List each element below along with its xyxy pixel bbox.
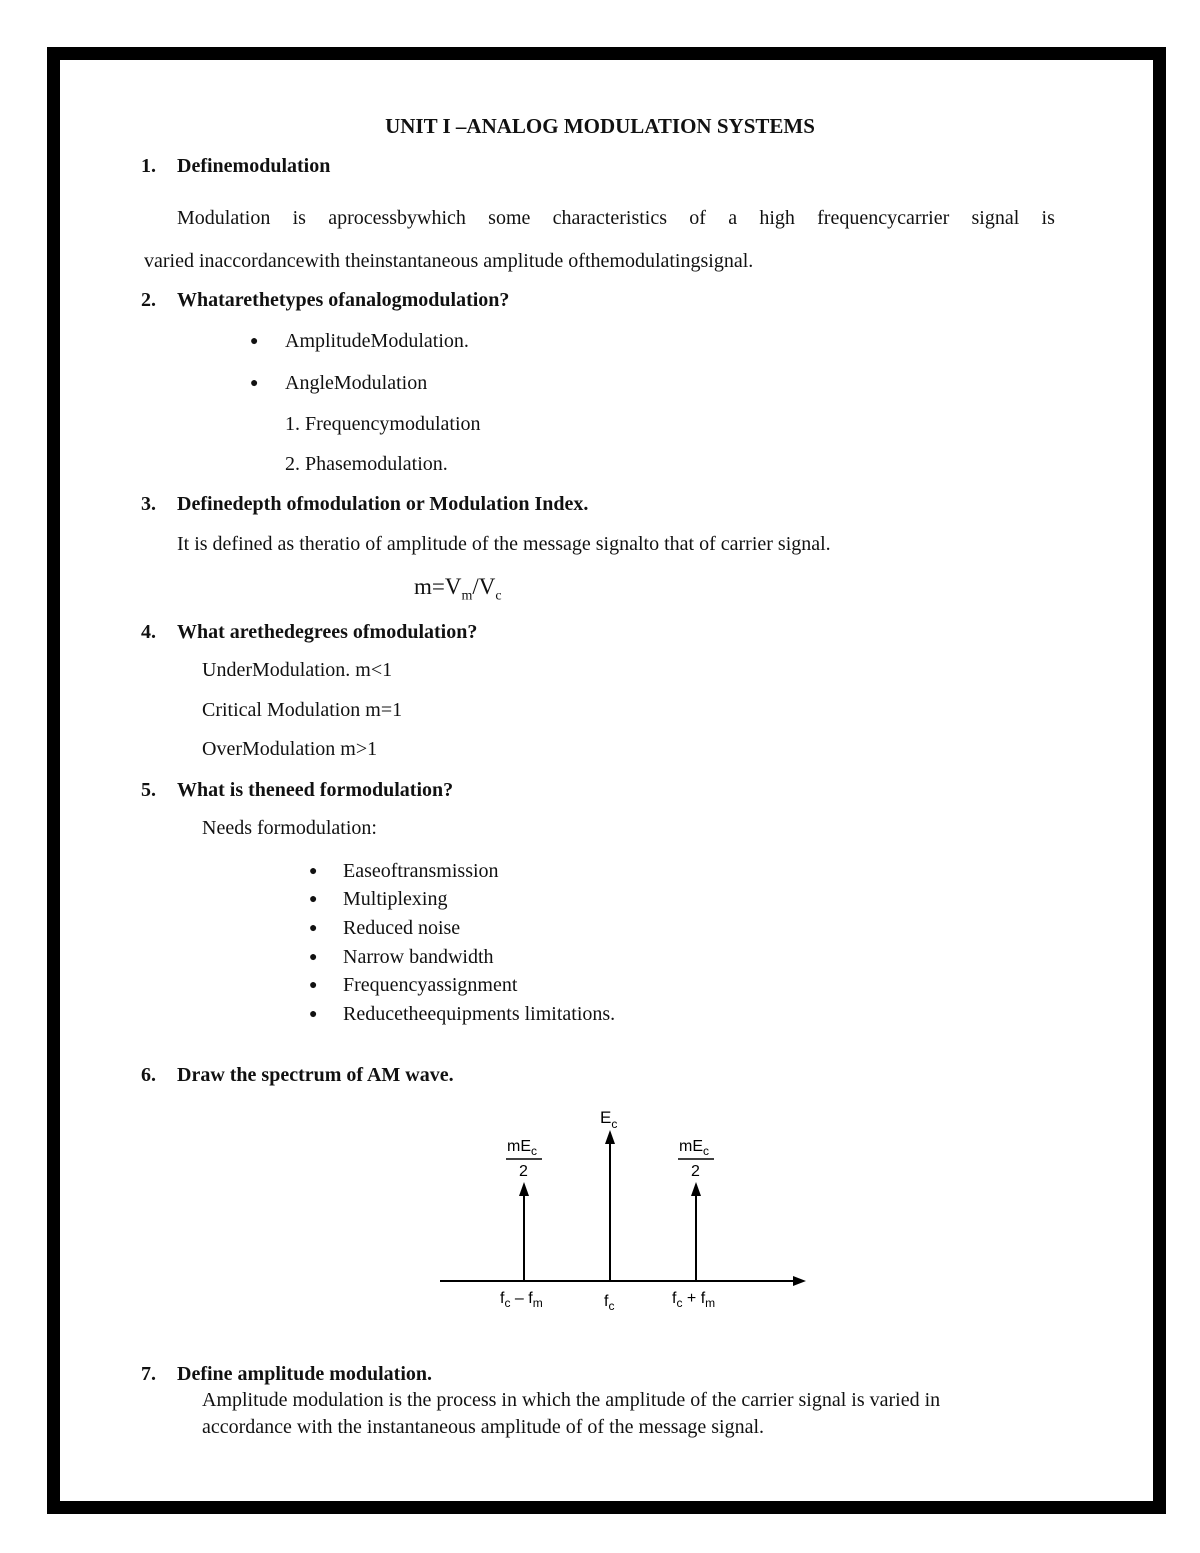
- q5-bullet-6: Reducetheequipments limitations.: [343, 1003, 616, 1025]
- q3-question: Definedepth ofmodulation or Modulation Index.: [177, 493, 589, 515]
- q7-answer-line2: accordance with the instantaneous amplitude of of the message signal.: [202, 1416, 765, 1438]
- q5-number: 5.: [141, 779, 156, 801]
- q5-question: What is theneed formodulation?: [177, 779, 454, 801]
- q4-question: What arethedegrees ofmodulation?: [177, 621, 478, 643]
- q1-answer-word: aprocessbywhich: [328, 207, 466, 229]
- q1-answer-line2: varied inaccordancewith theinstantaneous amplitude ofthemodulatingsignal.: [144, 250, 754, 272]
- q1-question: Definemodulation: [177, 155, 331, 177]
- arrow-up-icon: [605, 1130, 615, 1144]
- q1-answer-word: of: [689, 207, 706, 229]
- bullet-icon: ●: [309, 921, 318, 936]
- lower-sideband-amplitude-numerator: $mE_c$: [507, 1138, 537, 1158]
- q3-number: 3.: [141, 493, 156, 515]
- q4-number: 4.: [141, 621, 156, 643]
- carrier-frequency-label: $f_c$: [604, 1293, 615, 1313]
- q1-answer-word: is: [1041, 207, 1055, 229]
- lower-sideband-frequency-label: $f_c - f_m$: [500, 1290, 543, 1310]
- upper-sideband-amplitude-numerator: $mE_c$: [679, 1138, 709, 1158]
- q1-number: 1.: [141, 155, 156, 177]
- q1-answer-line1: [177, 207, 1055, 230]
- q4-item-1: UnderModulation. m<1: [202, 659, 393, 681]
- q5-bullet-2: Multiplexing: [343, 888, 448, 910]
- q7-answer-line1: Amplitude modulation is the process in which the amplitude of the carrier signal is varied in: [202, 1389, 941, 1411]
- q2-bullet-1: AmplitudeModulation.: [285, 330, 469, 352]
- upper-sideband-frequency-label: $f_c + f_m$: [672, 1290, 716, 1310]
- q5-bullet-3: Reduced noise: [343, 917, 461, 939]
- q5-bullet-5: Frequencyassignment: [343, 974, 518, 996]
- modulation-index-formula: $m=V_m/V_c$: [414, 574, 502, 604]
- q6-question: Draw the spectrum of AM wave.: [177, 1064, 454, 1086]
- arrow-up-icon: [519, 1182, 529, 1196]
- q1-answer-word: characteristics: [552, 207, 668, 229]
- bullet-icon: ●: [309, 892, 318, 907]
- axis-arrow-icon: [793, 1276, 806, 1286]
- lower-sideband-amplitude-denominator: 2: [519, 1163, 528, 1180]
- q1-answer-word: high: [759, 207, 795, 229]
- arrow-up-icon: [691, 1182, 701, 1196]
- q2-bullet-2: AngleModulation: [285, 372, 428, 394]
- q1-answer-word: a: [728, 207, 738, 229]
- q4-item-2: Critical Modulation m=1: [202, 699, 403, 721]
- q1-answer-word: is: [292, 207, 306, 229]
- q4-item-3: OverModulation m>1: [202, 738, 378, 760]
- bullet-icon: ●: [250, 334, 259, 349]
- q1-answer-word: Modulation: [177, 207, 271, 229]
- bullet-icon: ●: [250, 376, 259, 391]
- bullet-icon: ●: [309, 950, 318, 965]
- carrier-amplitude-label: $E_c$: [600, 1108, 618, 1131]
- q2-subitem-2: 2. Phasemodulation.: [285, 453, 448, 475]
- q5-bullet-4: Narrow bandwidth: [343, 946, 494, 968]
- bullet-icon: ●: [309, 1007, 318, 1022]
- q1-answer-word: frequencycarrier: [817, 207, 950, 229]
- q2-question: Whatarethetypes ofanalogmodulation?: [177, 289, 510, 311]
- bullet-icon: ●: [309, 978, 318, 993]
- bullet-icon: ●: [309, 864, 318, 879]
- q2-subitem-1: 1. Frequencymodulation: [285, 413, 481, 435]
- q2-number: 2.: [141, 289, 156, 311]
- q7-number: 7.: [141, 1363, 156, 1385]
- q7-question: Define amplitude modulation.: [177, 1363, 433, 1385]
- q6-number: 6.: [141, 1064, 156, 1086]
- page-title: UNIT I –ANALOG MODULATION SYSTEMS: [385, 114, 815, 138]
- q1-answer-word: some: [488, 207, 531, 229]
- q5-bullet-1: Easeoftransmission: [343, 860, 499, 882]
- q1-answer-word: signal: [971, 207, 1020, 229]
- upper-sideband-amplitude-denominator: 2: [691, 1163, 700, 1180]
- q5-intro: Needs formodulation:: [202, 817, 377, 839]
- am-spectrum-diagram: [430, 1100, 820, 1325]
- q3-answer: It is defined as theratio of amplitude of the message signalto that of carrier signal.: [177, 533, 831, 555]
